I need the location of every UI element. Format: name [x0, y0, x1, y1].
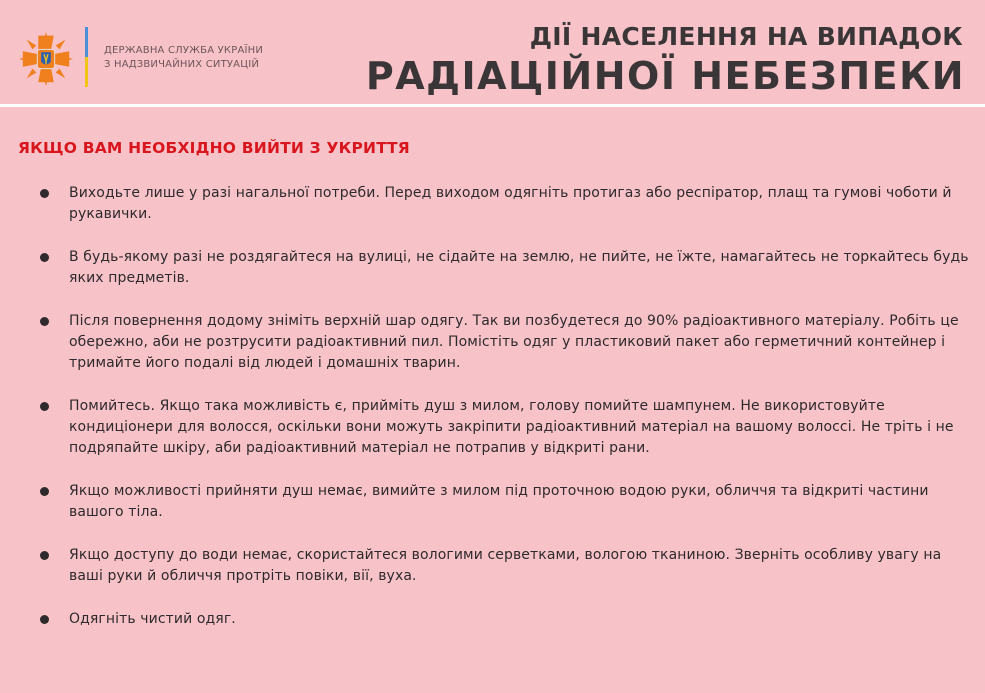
flag-divider — [85, 27, 88, 87]
bullet-icon — [40, 615, 49, 624]
list-item — [38, 609, 970, 630]
bullet-icon — [40, 551, 49, 560]
list-item-text: Якщо доступу до води немає, скористайтеся вологими серветками, вологою тканиною. Зверніть особливу увагу на ваші руки й обличчя протріть повіки, вії, вуха. — [69, 547, 942, 584]
list-item — [38, 481, 970, 523]
list-item-text: Помийтесь. Якщо така можливість є, прийміть душ з милом, голову помийте шампунем. Не використовуйте кондиціонери для волосся, оскільки вони можуть закріпити радіоактивний матеріал на вашому волоссі. Не тріть і не подряпайте шкіру, аби радіоактивний матеріал не потрапив у відкриті рани. — [69, 398, 954, 456]
title-top: ДІЇ НАСЕЛЕННЯ НА ВИПАДОК — [529, 22, 963, 51]
list-item-text: В будь-якому разі не роздягайтеся на вулиці, не сідайте на землю, не пийте, не їжте, намагайтесь не торкайтесь будь яких предметів. — [69, 249, 969, 286]
header-divider — [0, 104, 985, 107]
instruction-list — [38, 183, 970, 652]
section-title: ЯКЩО ВАМ НЕОБХІДНО ВИЙТИ З УКРИТТЯ — [18, 139, 410, 157]
list-item — [38, 396, 970, 459]
bullet-icon — [40, 317, 49, 326]
header — [0, 0, 985, 118]
list-item — [38, 183, 970, 225]
bullet-icon — [40, 253, 49, 262]
page-title: РАДІАЦІЙНОЇ НЕБЕЗПЕКИ — [365, 54, 965, 98]
agency-line-2: З НАДЗВИЧАЙНИХ СИТУАЦІЙ — [104, 59, 260, 70]
list-item-text: Виходьте лише у разі нагальної потреби. Перед виходом одягніть протигаз або респіратор, плащ та гумові чоботи й рукавички. — [69, 185, 952, 222]
list-item-text: Після повернення додому зніміть верхній шар одягу. Так ви позбудетеся до 90% радіоактивного матеріалу. Робіть це обережно, аби не розтрусити радіоактивний пил. Помістіть одяг у пластиковий пакет або герметичний контейнер і тримайте його подалі від людей і домашніх тварин. — [69, 313, 959, 371]
list-item — [38, 247, 970, 289]
bullet-icon — [40, 402, 49, 411]
dsns-emblem-icon — [17, 30, 77, 90]
bullet-icon — [40, 189, 49, 198]
agency-line-1: ДЕРЖАВНА СЛУЖБА УКРАЇНИ — [104, 45, 264, 56]
agency-name — [104, 44, 304, 72]
list-item — [38, 311, 970, 374]
list-item — [38, 545, 970, 587]
list-item-text: Одягніть чистий одяг. — [69, 611, 236, 627]
list-item-text: Якщо можливості прийняти душ немає, вимийте з милом під проточною водою руки, обличчя та відкриті частини вашого тіла. — [69, 483, 929, 520]
bullet-icon — [40, 487, 49, 496]
